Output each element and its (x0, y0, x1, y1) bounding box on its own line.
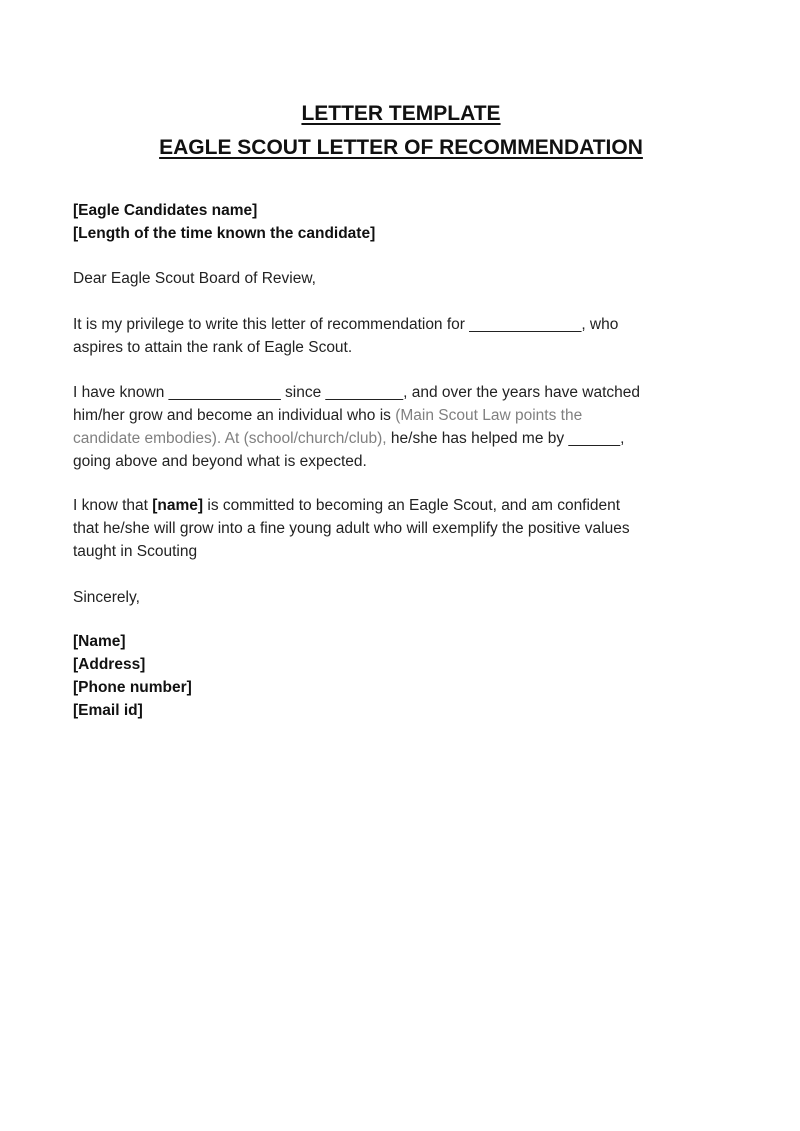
salutation: Dear Eagle Scout Board of Review, (73, 270, 316, 287)
eagle-scout-title: EAGLE SCOUT LETTER OF RECOMMENDATION (159, 136, 643, 159)
paragraph-1-line-1: It is my privilege to write this letter of recommendation for _____________, who (73, 316, 619, 333)
signature-name: [Name] (73, 633, 126, 650)
school-church-club-placeholder: candidate embodies). At (school/church/club), (73, 430, 387, 447)
paragraph-3 (73, 494, 723, 563)
title-block-2 (73, 130, 729, 166)
paragraph-2-line-2-text: him/her grow and become an individual who is (73, 407, 396, 424)
signature-block (73, 630, 723, 722)
candidate-name-placeholder: [Eagle Candidates name] (73, 202, 258, 219)
paragraph-2-line-3-text: he/she has helped me by ______, (386, 430, 625, 447)
candidate-block (73, 199, 723, 245)
time-known-placeholder: [Length of the time known the candidate] (73, 225, 376, 242)
name-placeholder: [name] (152, 497, 204, 514)
paragraph-3-line-1-end: is committed to becoming an Eagle Scout, and am confident (203, 497, 621, 514)
closing-block (73, 586, 723, 609)
signature-address: [Address] (73, 656, 146, 673)
signature-phone: [Phone number] (73, 679, 192, 696)
paragraph-3-line-2: that he/she will grow into a fine young adult who will exemplify the positive values (73, 520, 630, 537)
signature-email: [Email id] (73, 702, 143, 719)
paragraph-2-line-3 (73, 427, 723, 450)
scout-law-placeholder: (Main Scout Law points the (395, 407, 583, 424)
paragraph-1-line-2: aspires to attain the rank of Eagle Scout. (73, 339, 353, 356)
paragraph-2-line-1: I have known _____________ since _________, and over the years have watched (73, 384, 641, 401)
closing: Sincerely, (73, 589, 140, 606)
paragraph-3-line-1 (73, 494, 723, 517)
letter-template-title: LETTER TEMPLATE (301, 102, 501, 125)
paragraph-1 (73, 313, 723, 359)
title-block-1 (73, 96, 729, 132)
paragraph-3-line-1-start: I know that (73, 497, 153, 514)
paragraph-3-line-3: taught in Scouting (73, 543, 198, 560)
paragraph-2-line-2 (73, 404, 723, 427)
salutation-block (73, 267, 723, 290)
paragraph-2-line-4: going above and beyond what is expected. (73, 453, 367, 470)
paragraph-2 (73, 381, 723, 473)
